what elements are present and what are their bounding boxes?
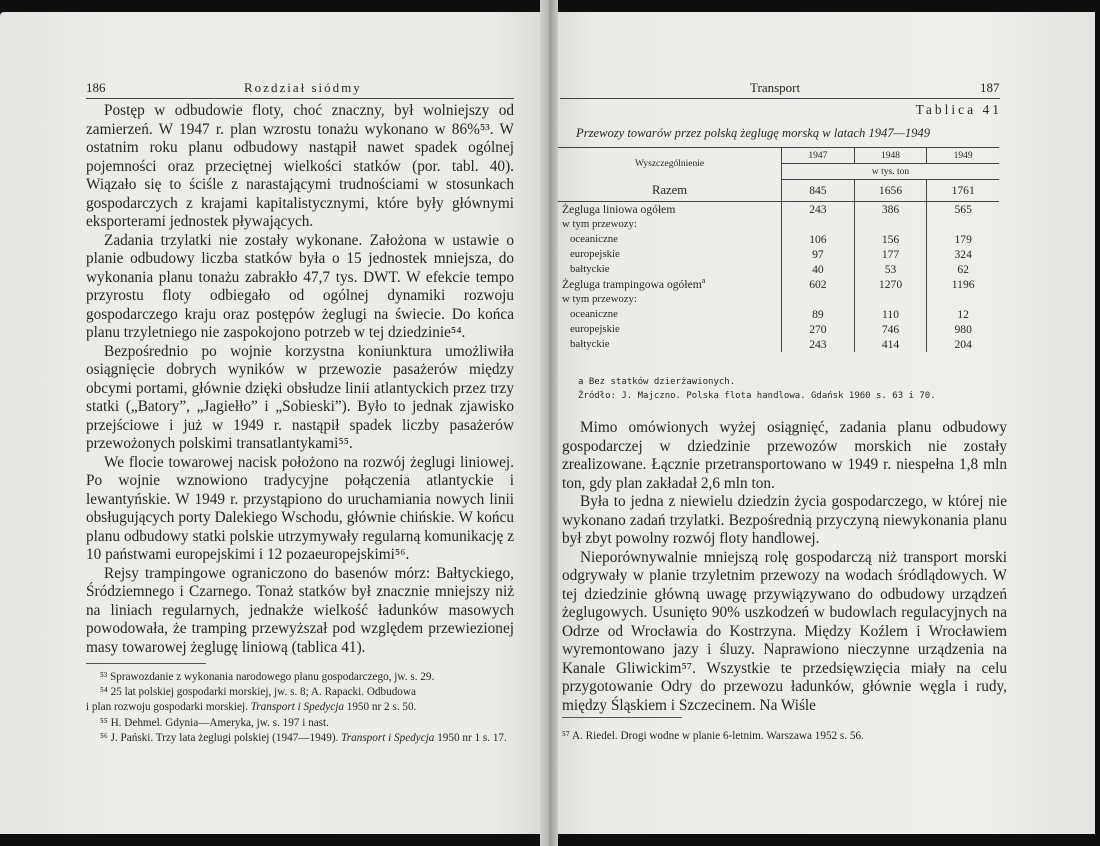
value-cell: 386: [854, 202, 927, 217]
year-1949: 1949: [927, 148, 999, 164]
header-rule-left: [86, 98, 514, 99]
page-number-right: 187: [980, 80, 1000, 95]
table-41: [558, 147, 999, 352]
left-page: [0, 12, 548, 834]
value-cell: 204: [927, 337, 999, 352]
table-title: Przewozy towarów przez polską żeglugę morską w latach 1947—1949: [576, 126, 931, 140]
row-label: Żegluga trampingowa ogółem$^a$: [562, 275, 706, 291]
footnote-54-cont: i plan rozwoju gospodarki morskiej. Transport i Spedycja 1950 nr 2 s. 50.: [86, 701, 417, 714]
paragraph: Nieporównywalnie mniejszą rolę gospodarczą niż transport morski odgrywały w planie trzyletnim przewozy na wodach śródlądowych. W tej dziedzinie główną uwagę przywiązywano do odbudowy urządzeń żeglugowych. Usunięto 90% uszkodzeń w budowlach regulacyjnych na Odrze od Wrocławia do Kostrzyna. Między Koźlem i Wrocławiem wyremontowano jazy i śluzy. Naprawiono nieczynne urządzenia na Kanale Gliwickim⁵⁷. Wszystkie te przedsięwzięcia miały na celu przygotowanie Odry do przewozu ładunków, głównie węgla i rudy, między Śląskiem i Szczecinem. Na Wiśle: [562, 548, 1007, 714]
table-row: [558, 292, 999, 307]
running-head-right: Transport: [750, 80, 801, 95]
value-cell: 414: [854, 337, 927, 352]
table-row: [558, 232, 999, 247]
paragraph: We flocie towarowej nacisk położono na rozwój żeglugi liniowej. Po wojnie wznowiono tradycyjne połączenia atlantyckie i lewantyńskie. W 1949 r. przystąpiono do uruchamiania nowych linii obsługujących porty Dalekiego Wschodu, głównie chińskie. W końcu planu odbudowy statki polskie utrzymywały regularną komunikację z 10 państwami europejskimi i 12 pozaeuropejskimi⁵⁶.: [86, 453, 514, 563]
value-cell: 110: [854, 307, 927, 322]
table-row: [558, 217, 999, 232]
value-cell: 97: [782, 247, 855, 262]
table-row: [558, 180, 999, 202]
row-label: oceaniczne: [570, 233, 618, 245]
value-cell: [854, 292, 927, 307]
table-label: Tablica 41: [915, 102, 1002, 117]
paragraph: Była to jedna z niewielu dziedzin życia gospodarczego, w której nie wykonano zadań trzylatki. Bezpośrednią przyczyną niewykonania planu był zbyt powolny rozwój floty handlowej.: [562, 493, 1007, 547]
table-row: [558, 337, 999, 352]
table-header-label: Wyszczególnienie: [558, 148, 782, 180]
table-row: [558, 202, 999, 217]
header-rule-right: [560, 98, 1000, 99]
year-1948: 1948: [854, 148, 927, 164]
value-cell: 62: [927, 262, 999, 277]
table-source: Źródło: J. Majczno. Polska flota handlowa. Gdańsk 1960 s. 63 i 70.: [578, 390, 936, 401]
table-row: [558, 277, 999, 292]
left-footnotes: [86, 670, 514, 746]
value-cell: 179: [927, 232, 999, 247]
table-unit: w tys. ton: [782, 164, 999, 180]
value-cell: [927, 217, 999, 232]
row-label: w tym przewozy:: [562, 218, 637, 230]
book-gutter: [540, 0, 558, 846]
row-label: w tym przewozy:: [562, 293, 637, 305]
footnote-57: ⁵⁷ A. Riedel. Drogi wodne w planie 6-letnim. Warszawa 1952 s. 56.: [562, 730, 864, 742]
value-cell: 602: [782, 277, 855, 292]
table-row: [558, 247, 999, 262]
value-cell: [782, 292, 855, 307]
value-cell: 845: [782, 180, 855, 202]
footnote-rule-right: [562, 717, 682, 718]
value-cell: 565: [927, 202, 999, 217]
table-row: [558, 262, 999, 277]
paragraph: Bezpośrednio po wojnie korzystna koniunktura umożliwiła osiągnięcie dobrych wyników w przewozie pasażerów między obcymi portami, głównie dzięki obsłudze linii atlantyckich przez trzy statki („Batory”, „Jagiełło” i „Sobieski”). Było to jednak zjawisko przejściowe i już w 1949 r. nastąpił spadek liczby pasażerów przewożonych polskimi transatlantykami⁵⁵.: [86, 342, 514, 452]
year-1947: 1947: [782, 148, 855, 164]
footnote-56: ⁵⁶ J. Pański. Trzy lata żeglugi polskiej (1947—1949). Transport i Spedycja 1950 nr 1 s. 17.: [100, 731, 507, 744]
value-cell: 324: [927, 247, 999, 262]
row-label: Razem: [652, 182, 688, 197]
value-cell: 106: [782, 232, 855, 247]
value-cell: [782, 217, 855, 232]
value-cell: 243: [782, 337, 855, 352]
value-cell: 156: [854, 232, 927, 247]
paragraph: Rejsy trampingowe ograniczono do basenów mórz: Bałtyckiego, Śródziemnego i Czarnego. Tonaż statków był znacznie mniejszy niż na liniach regularnych, jednakże wielkość ładunków masowych powodowała, że tramping przewyższał pod względem przewiezionej masy towarowej żeglugę liniową (tablica 41).: [86, 564, 514, 656]
right-body-text: [562, 419, 1007, 715]
row-label: bałtyckie: [570, 263, 610, 275]
value-cell: 1761: [927, 180, 999, 202]
footnote-53: ⁵³ Sprawozdanie z wykonania narodowego planu gospodarczego, jw. s. 29.: [100, 671, 435, 683]
table-row: [558, 307, 999, 322]
row-label: Żegluga liniowa ogółem: [562, 202, 676, 216]
paragraph: Postęp w odbudowie floty, choć znaczny, był wolniejszy od zamierzeń. W 1947 r. plan wzrostu tonażu wykonano w 86%⁵³. W ostatnim roku planu odbudowy nastąpił nawet spadek ogólnej pojemności oraz przeciętnej wielkości statków (por. tabl. 40). Wiązało się to ściśle z narastającymi trudnościami w stosunkach gospodarczych z krajami kapitalistycznymi, które były głównymi eksporterami jednostek pływających.: [86, 102, 514, 230]
paragraph: Mimo omówionych wyżej osiągnięć, zadania planu odbudowy gospodarczej w dziedzinie przewozów morskich nie zostały zrealizowane. Łącznie przetransportowano w 1949 r. niespełna 1,8 mln ton, gdy plan zakładał 2,6 mln ton.: [562, 419, 1007, 492]
value-cell: 40: [782, 262, 855, 277]
value-cell: 1656: [854, 180, 927, 202]
value-cell: 270: [782, 322, 855, 337]
table-notes: [578, 376, 936, 403]
page-number-left: 186: [86, 80, 106, 95]
value-cell: 53: [854, 262, 927, 277]
table-note-a: a Bez statków dzierżawionych.: [578, 377, 736, 387]
value-cell: 243: [782, 202, 855, 217]
row-label: bałtyckie: [570, 338, 610, 350]
table-row: [558, 322, 999, 337]
row-label: europejskie: [570, 323, 620, 335]
left-body-text: [86, 102, 514, 657]
value-cell: [854, 217, 927, 232]
paragraph: Zadania trzylatki nie zostały wykonane. Założona w ustawie o planie odbudowy liczba statków była o 15 jednostek mniejsza, do wykonania planu tonażu zabrakło 47,7 tys. DWT. W efekcie tempo przyrostu floty odbiegało od ogólnej dynamiki rozwoju gospodarczego kraju oraz postępów żeglugi na świecie. Do końca planu trzyletniego nie zaspokojono potrzeb w tej dziedzinie⁵⁴.: [86, 231, 514, 341]
value-cell: [927, 292, 999, 307]
footnote-54: ⁵⁴ 25 lat polskiej gospodarki morskiej, jw. s. 8; A. Rapacki. Odbudowa: [100, 686, 416, 699]
value-cell: 177: [854, 247, 927, 262]
value-cell: 89: [782, 307, 855, 322]
value-cell: 1270: [854, 277, 927, 292]
value-cell: 12: [927, 307, 999, 322]
row-label: europejskie: [570, 248, 620, 260]
footnote-rule-left: [86, 663, 206, 664]
running-head-left: Rozdział siódmy: [244, 80, 362, 95]
value-cell: 1196: [927, 277, 999, 292]
value-cell: 980: [927, 322, 999, 337]
row-label: oceaniczne: [570, 308, 618, 320]
value-cell: 746: [854, 322, 927, 337]
footnote-55: ⁵⁵ H. Dehmel. Gdynia—Ameryka, jw. s. 197 i nast.: [100, 716, 329, 729]
table-body: [558, 180, 999, 352]
